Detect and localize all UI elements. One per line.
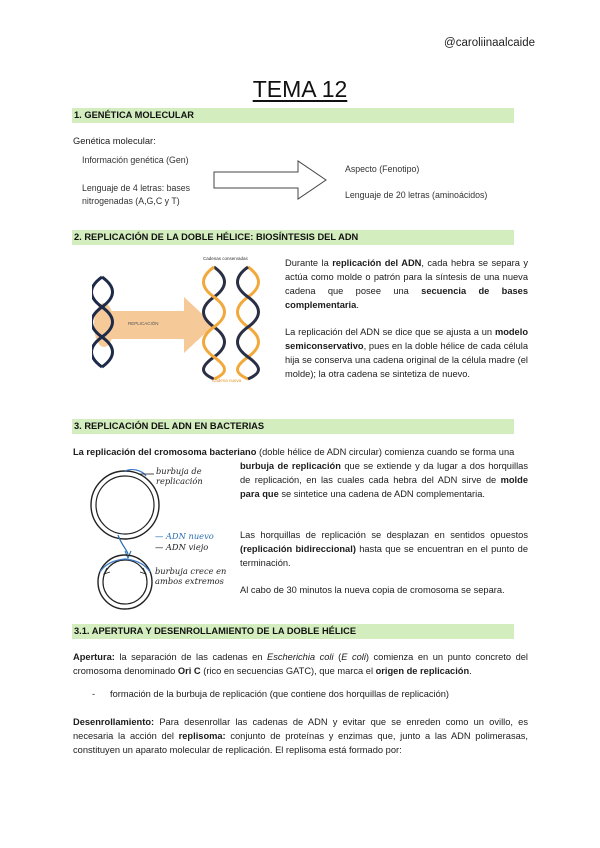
fig-label-burbuja: burbuja de replicación — [156, 466, 203, 486]
replicacion-paragraph-2: La replicación del ADN se dice que se ajusta a un modelo semiconservativo, pues en la doble hélice de cada célula hija se conserva una cadena original de la célula madre (el molde); la otra cadena se sintetiza de nuevo. — [285, 327, 528, 379]
replicacion-paragraph-1: Durante la replicación del ADN, cada hebra se separa y actúa como molde o patrón para la síntesis de una nueva cadena que posee una secuencia de bases complementaria. — [285, 258, 529, 310]
fig-label-adn-nuevo: — ADN nuevo — [155, 531, 214, 541]
section-header-apertura: 3.1. APERTURA Y DESENROLLAMIENTO DE LA DOBLE HÉLICE — [72, 624, 514, 639]
bacterias-paragraph-1: burbuja de replicación que se extiende y da lugar a dos horquillas de replicación, en las cuales cada hebra del ADN sirve de molde para que se sintetice una cadena de ADN complementaria. — [240, 461, 528, 499]
flow-left-2b: nitrogenadas (A,G,C y T) — [82, 196, 180, 206]
flow-left-2a: Lenguaje de 4 letras: bases — [82, 183, 191, 193]
section-header-bacterias: 3. REPLICACIÓN DEL ADN EN BACTERIAS — [72, 419, 514, 434]
apertura-paragraph: Apertura: la separación de las cadenas en Escherichia coli (E coli) comienza en un punto concreto del cromosoma denominado Ori C (rico en secuencias GATC), que marca el origen de replicación. — [73, 652, 528, 676]
bullet-mark: - — [92, 689, 96, 699]
fig-label-adn-viejo: — ADN viejo — [155, 542, 209, 552]
replication-diagram — [92, 253, 270, 385]
author-handle: @caroliinaalcaide — [444, 37, 535, 49]
bacterias-paragraph-2: Las horquillas de replicación se desplazan en sentidos opuestos (replicación bidireccional) hasta que se encuentran en el punto de terminación. — [240, 530, 528, 568]
section-header-replicacion: 2. REPLICACIÓN DE LA DOBLE HÉLICE: BIOSÍNTESIS DEL ADN — [72, 230, 514, 245]
fig-label-burbuja-crece: burbuja crece en ambos extremos — [155, 566, 227, 586]
bacterias-paragraph-3: Al cabo de 30 minutos la nueva copia de cromosoma se separa. — [240, 585, 505, 595]
flow-right-2: Lenguaje de 20 letras (aminoácidos) — [345, 190, 488, 200]
fig-arrow-label: REPLICACIÓN — [128, 321, 159, 326]
flow-right-1: Aspecto (Fenotipo) — [345, 164, 420, 174]
fig-bottom-label: Cadena nueva — [212, 378, 242, 383]
desenrollamiento-paragraph: Desenrollamiento: Para desenrollar las cadenas de ADN y evitar que se enreden como un ovillo, es necesaria la acción del replisoma: conjunto de proteínas y enzimas que, junto a las ADN polimerasas, constituyen un aparato molecular de replicación. El replisoma está formado por: — [73, 717, 529, 755]
bacterias-first-line: La replicación del cromosoma bacteriano (doble hélice de ADN circular) comienza cuando se forma una — [73, 447, 515, 457]
fig-top-label: Cadenas conservadas — [203, 256, 248, 261]
bullet-item: formación de la burbuja de replicación (que contiene dos horquillas de replicación) — [110, 689, 450, 699]
genetica-label: Genética molecular: — [73, 136, 156, 146]
title-text: TEMA 12 — [252, 76, 348, 102]
flow-left-1: Información genética (Gen) — [82, 155, 189, 165]
page-title — [0, 76, 600, 103]
flow-arrow-icon — [212, 158, 330, 202]
section-header-genetica: 1. GENÉTICA MOLECULAR — [72, 108, 514, 123]
